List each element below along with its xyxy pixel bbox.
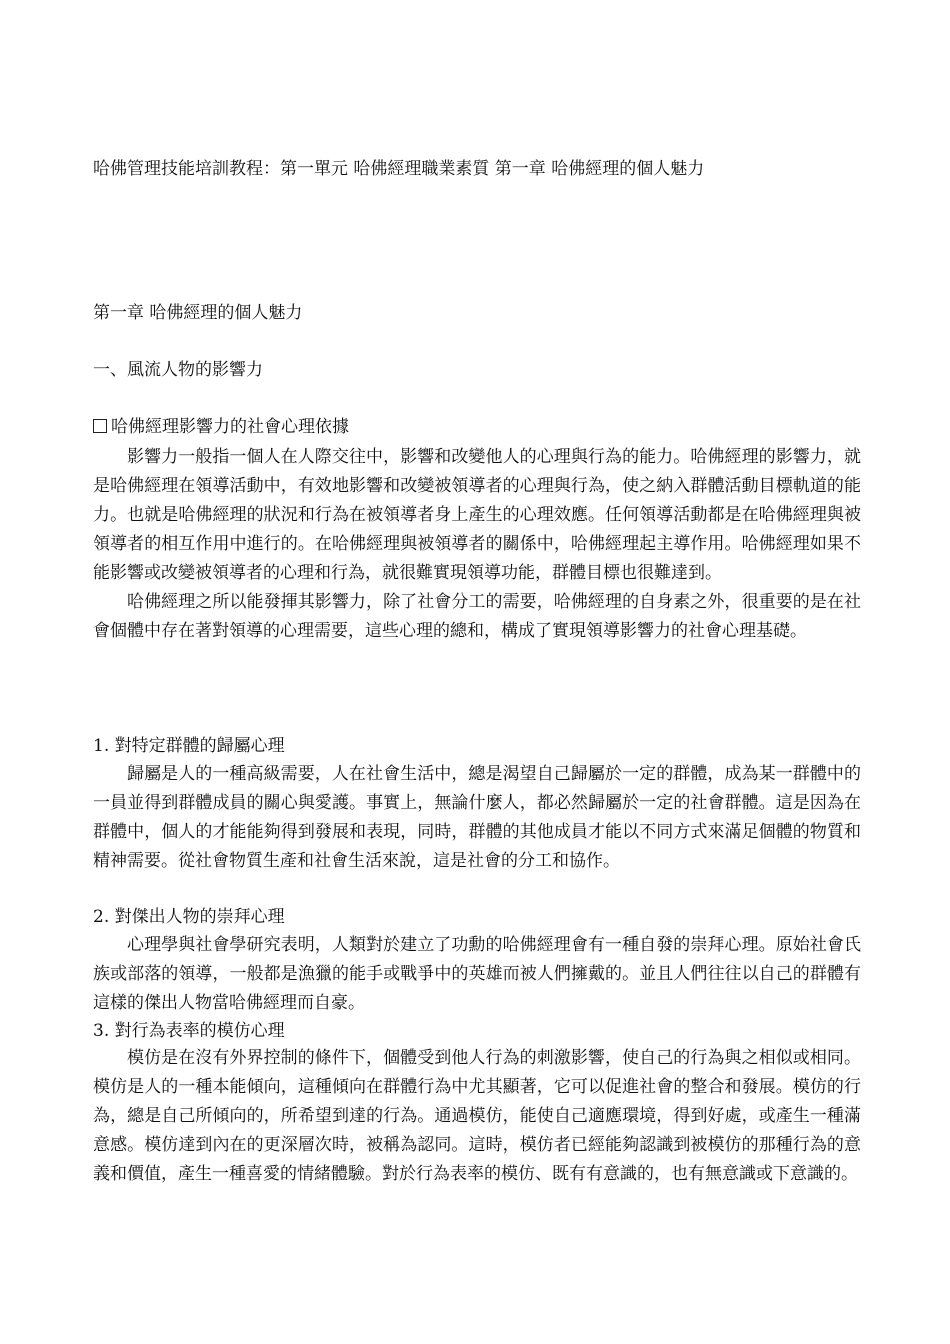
intro-text: [93, 443, 861, 646]
point-title: 對特定群體的歸屬心理: [114, 736, 285, 756]
section-title: 一、風流人物的影響力: [93, 360, 263, 380]
point-3-heading: [93, 1020, 285, 1042]
document-title: 哈佛管理技能培訓教程：第一單元 哈佛經理職業素質 第一章 哈佛經理的個人魅力: [93, 159, 705, 179]
point-1-body: [93, 760, 861, 876]
paragraph: 哈佛經理之所以能發揮其影響力，除了社會分工的需要，哈佛經理的自身素之外，很重要的是在社會個體中存在著對領導的心理需要，這些心理的總和，構成了實現領導影響力的社會心理基礎。: [93, 592, 861, 641]
checkbox-square-icon: [93, 419, 107, 433]
subsection-title: 哈佛經理影響力的社會心理依據: [111, 417, 349, 437]
point-number: 3.: [93, 1021, 110, 1041]
point-2-body: [93, 931, 861, 1018]
point-number: 2.: [93, 907, 110, 927]
point-3-body: [93, 1044, 861, 1189]
point-title: 對傑出人物的崇拜心理: [114, 907, 285, 927]
paragraph: 影響力一般指一個人在人際交往中，影響和改變他人的心理與行為的能力。哈佛經理的影響力，就是哈佛經理在領導活動中，有效地影響和改變被領導者的心理與行為，使之納入群體活動目標軌道的能力。也就是哈佛經理的狀況和行為在被領導者身上產生的心理效應。任何領導活動都是在哈佛經理與被領導者的相互作用中進行的。在哈佛經理與被領導者的關係中，哈佛經理起主導作用。哈佛經理如果不能影響或改變被領導者的心理和行為，就很難實現領導功能，群體目標也很難達到。: [93, 447, 861, 583]
point-2-heading: [93, 906, 285, 928]
subsection-heading: [93, 416, 349, 438]
point-title: 對行為表率的模仿心理: [114, 1021, 285, 1041]
paragraph: 心理學與社會學研究表明，人類對於建立了功勳的哈佛經理會有一種自發的崇拜心理。原始社會氏族或部落的領導，一般都是漁獵的能手或戰爭中的英雄而被人們擁戴的。並且人們往往以自己的群體有這樣的傑出人物當哈佛經理而自豪。: [93, 935, 861, 1013]
point-number: 1.: [93, 736, 110, 756]
chapter-title: 第一章 哈佛經理的個人魅力: [93, 303, 303, 323]
point-1-heading: [93, 735, 285, 757]
paragraph: 歸屬是人的一種高級需要，人在社會生活中，總是渴望自己歸屬於一定的群體，成為某一群體中的一員並得到群體成員的關心與愛護。事實上，無論什麼人，都必然歸屬於一定的社會群體。這是因為在群體中，個人的才能能夠得到發展和表現，同時，群體的其他成員才能以不同方式來滿足個體的物質和精神需要。從社會物質生產和社會生活來說，這是社會的分工和協作。: [93, 764, 861, 871]
paragraph: 模仿是在沒有外界控制的條件下，個體受到他人行為的刺激影響，使自己的行為與之相似或相同。模仿是人的一種本能傾向，這種傾向在群體行為中尤其顯著，它可以促進社會的整合和發展。模仿的行為，總是自己所傾向的，所希望到達的行為。通過模仿，能使自己適應環境，得到好處，或產生一種滿意感。模仿達到內在的更深層次時，被稱為認同。這時，模仿者已經能夠認識到被模仿的那種行為的意義和價值，產生一種喜愛的情緒體驗。對於行為表率的模仿、既有有意識的，也有無意識或下意識的。: [93, 1048, 861, 1184]
